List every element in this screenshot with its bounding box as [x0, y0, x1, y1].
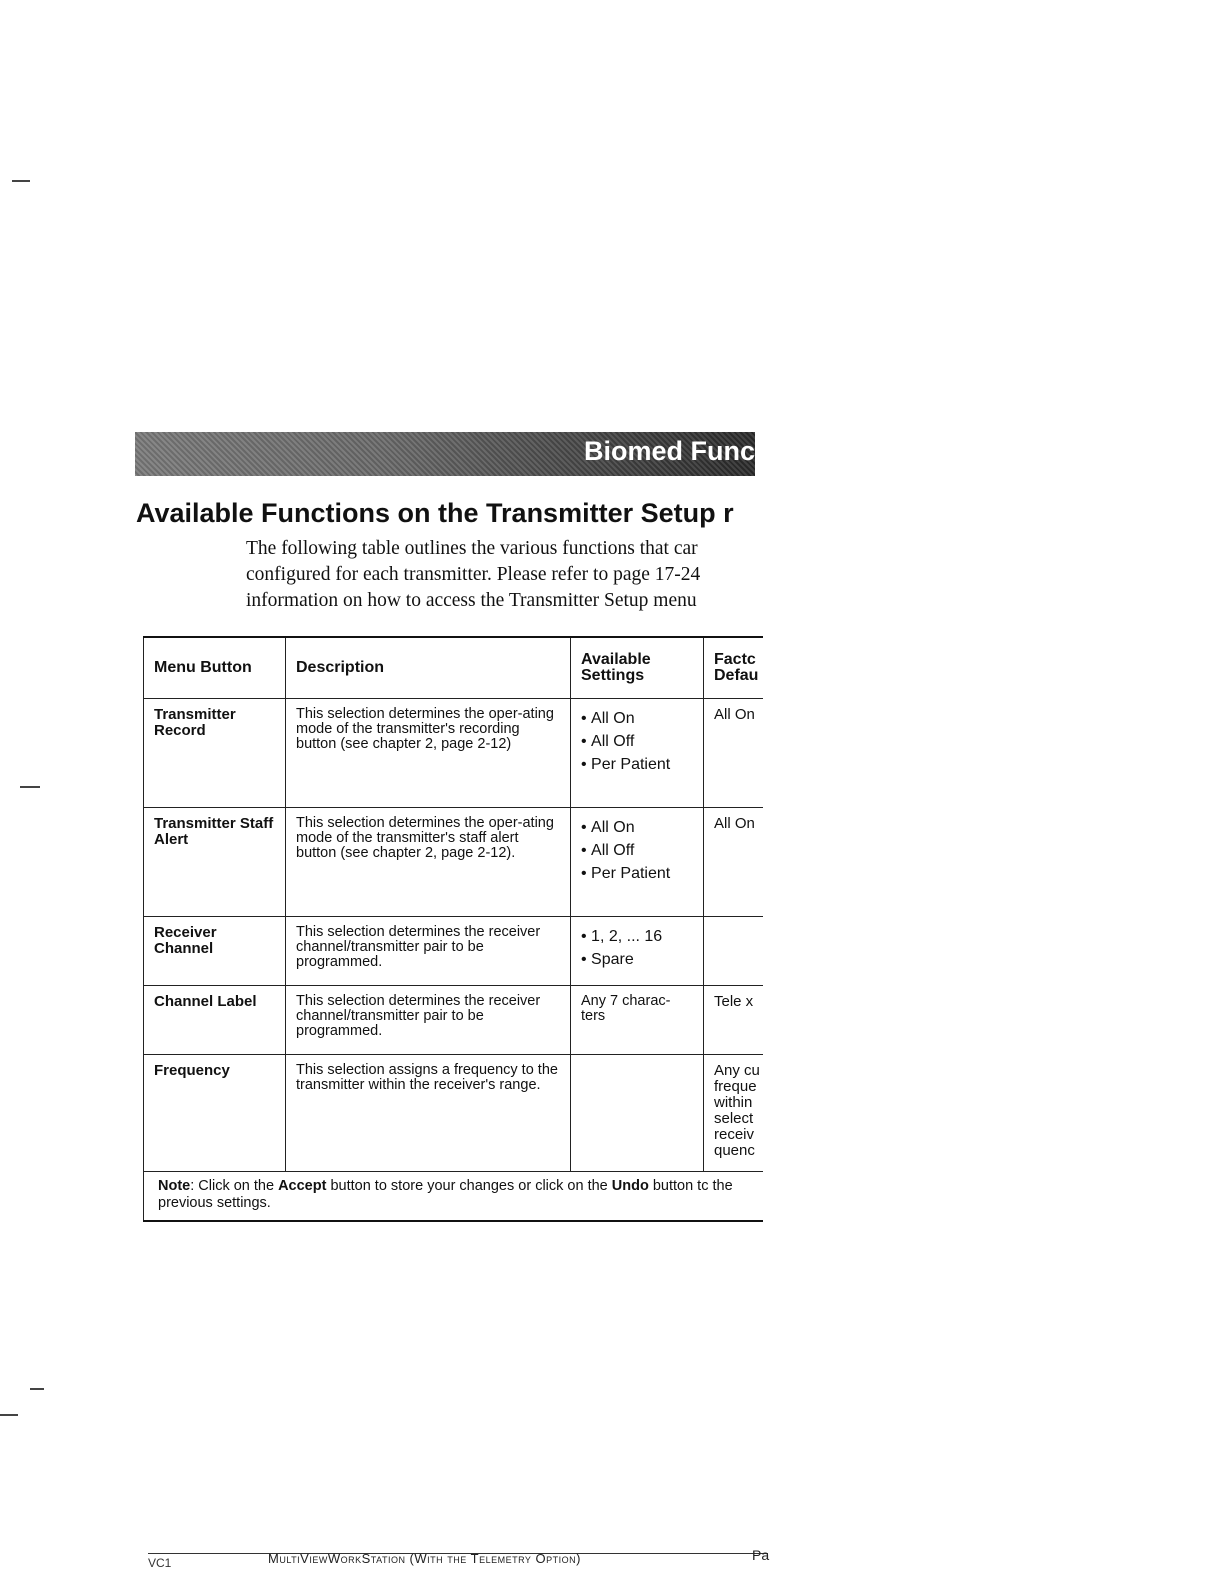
- row-available-settings: [571, 917, 704, 986]
- functions-table: [143, 636, 763, 1222]
- row-description: This selection determines the oper-ating mode of the transmitter's staff alert button (see chapter 2, page 2-12).: [286, 808, 571, 917]
- table-row: [144, 699, 764, 808]
- page-title: Available Functions on the Transmitter Setup r: [136, 498, 734, 528]
- scan-mark: [30, 1388, 44, 1390]
- intro-line: configured for each transmitter. Please refer to page 17-24: [246, 564, 701, 585]
- note-text-3: button tc the previous settings.: [158, 1178, 733, 1211]
- header-menu-button: Menu Button: [144, 637, 286, 699]
- settings-list: [581, 707, 693, 776]
- row-available-settings: Any 7 charac-ters: [571, 986, 704, 1055]
- note-text: [158, 1178, 733, 1211]
- header-factory-default-line1: Factc: [714, 651, 756, 668]
- header-description: Description: [286, 637, 571, 699]
- intro-paragraph: [246, 536, 756, 614]
- banner-title: Biomed Func: [583, 436, 755, 466]
- row-available-settings: [571, 808, 704, 917]
- row-description: This selection determines the oper-ating mode of the transmitter's recording button (see chapter 2, page 2-12): [286, 699, 571, 808]
- intro-line: information on how to access the Transmitter Setup menu: [246, 590, 697, 611]
- settings-list: [581, 925, 693, 971]
- row-available-settings: [571, 699, 704, 808]
- functions-table-wrapper: [143, 636, 763, 1222]
- note-undo-word: Undo: [611, 1178, 649, 1194]
- intro-line: The following table outlines the various functions that car: [246, 538, 698, 559]
- settings-list: [581, 816, 693, 885]
- header-factory-default: [704, 637, 764, 699]
- note-accept-word: Accept: [278, 1178, 327, 1194]
- row-menu-button: Transmitter Staff Alert: [144, 808, 286, 917]
- footer-left: VC1: [148, 1556, 172, 1570]
- scan-mark: [0, 1414, 18, 1416]
- settings-item: • All Off: [581, 839, 693, 862]
- settings-item: • Spare: [581, 948, 693, 971]
- header-available-settings-line2: Settings: [581, 667, 645, 684]
- note-text-2: button to store your changes or click on the: [326, 1178, 612, 1194]
- row-factory-default: Any cu freque within select receiv quenc: [704, 1055, 764, 1172]
- note-text-1: : Click on the: [190, 1178, 279, 1194]
- scan-mark: [20, 786, 40, 788]
- settings-item: • Per Patient: [581, 753, 693, 776]
- row-factory-default: [704, 917, 764, 986]
- settings-item: • 1, 2, ... 16: [581, 925, 693, 948]
- table-row: [144, 1055, 764, 1172]
- table-row: [144, 808, 764, 917]
- scan-mark: [12, 180, 30, 182]
- table-row: [144, 917, 764, 986]
- settings-item: • All On: [581, 816, 693, 839]
- header-available-settings: [571, 637, 704, 699]
- table-header-row: [144, 637, 764, 699]
- note-label: Note: [158, 1178, 191, 1194]
- settings-item: • All On: [581, 707, 693, 730]
- table-note-row: [144, 1172, 764, 1222]
- row-available-settings: [571, 1055, 704, 1172]
- row-menu-button: Transmitter Record: [144, 699, 286, 808]
- footer-right: Pa: [752, 1547, 770, 1563]
- table-note: [144, 1172, 764, 1222]
- header-available-settings-line1: Available: [581, 651, 651, 668]
- row-description: This selection assigns a frequency to the transmitter within the receiver's range.: [286, 1055, 571, 1172]
- header-factory-default-line2: Defau: [714, 667, 759, 684]
- row-menu-button: Frequency: [144, 1055, 286, 1172]
- row-description: This selection determines the receiver channel/transmitter pair to be programmed.: [286, 986, 571, 1055]
- footer-center: MultiViewWorkStation (With the Telemetry Option): [268, 1551, 581, 1566]
- settings-item: • All Off: [581, 730, 693, 753]
- row-factory-default: All On: [704, 699, 764, 808]
- settings-item: • Per Patient: [581, 862, 693, 885]
- row-description: This selection determines the receiver channel/transmitter pair to be programmed.: [286, 917, 571, 986]
- row-menu-button: Receiver Channel: [144, 917, 286, 986]
- section-banner: [135, 432, 755, 476]
- table-row: [144, 986, 764, 1055]
- row-menu-button: Channel Label: [144, 986, 286, 1055]
- row-factory-default: All On: [704, 808, 764, 917]
- row-factory-default: Tele x: [704, 986, 764, 1055]
